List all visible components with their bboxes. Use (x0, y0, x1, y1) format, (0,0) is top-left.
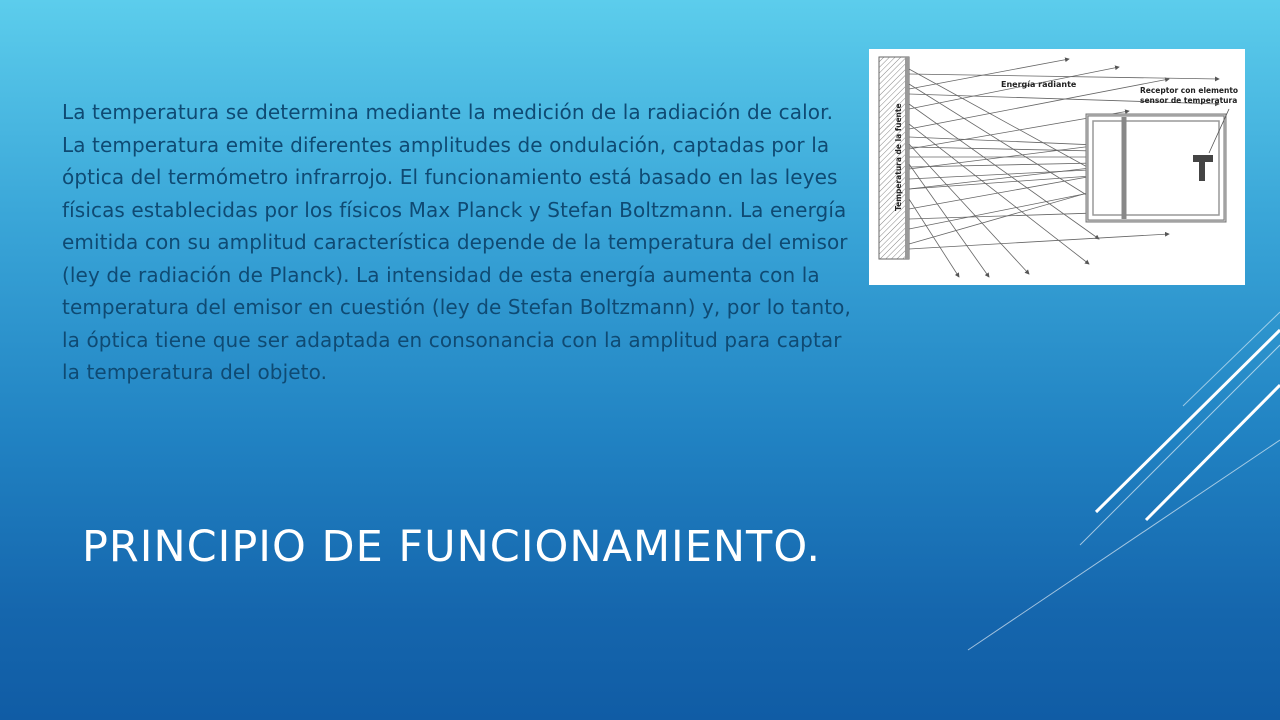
body-paragraph: La temperatura se determina mediante la medición de la radiación de calor. La temperatura emite diferentes amplitudes de ondulación, captadas por la óptica del termómetro infrarrojo. El funcionamiento está basado en las leyes físicas establecidas por los físicos Max Planck y Stefan Boltzmann. La energía emitida con su amplitud característica depende de la temperatura del emisor (ley de radiación de Planck). La intensidad de esta energía aumenta con la temperatura del emisor en cuestión (ley de Stefan Boltzmann) y, por lo tanto, la óptica tiene que ser adaptada en consonancia con la amplitud para captar la temperatura del objeto. (62, 100, 851, 384)
receiver-label-1: Receptor con elemento (1140, 86, 1239, 95)
source-label: Temperatura de la fuente (894, 103, 903, 211)
energy-label: Energía radiante (1001, 80, 1077, 89)
receiver-label-2: sensor de temperatura (1140, 96, 1238, 105)
slide-title: PRINCIPIO DE FUNCIONAMIENTO. (82, 522, 822, 572)
